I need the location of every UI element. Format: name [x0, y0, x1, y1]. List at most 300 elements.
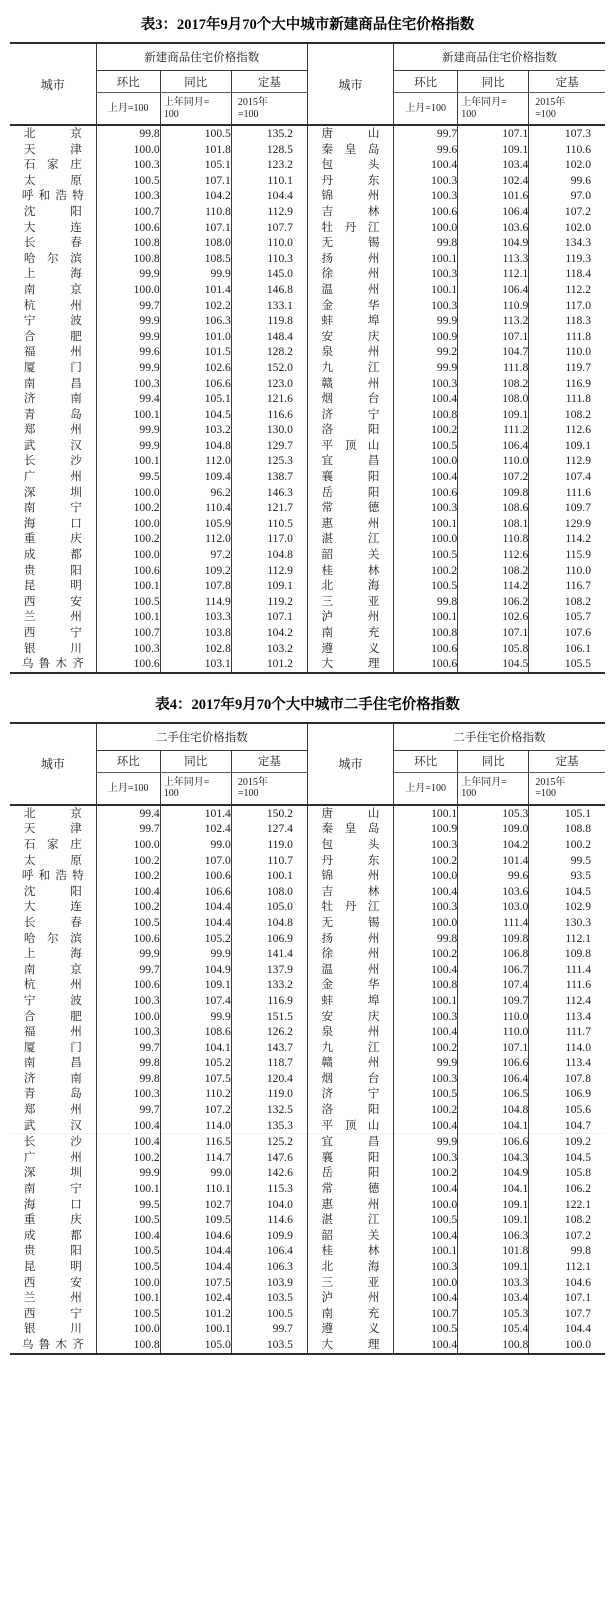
- t4-yoy-right-6: 103.0: [458, 899, 529, 915]
- t4-mom-left-34: 100.8: [96, 1337, 160, 1354]
- t3-mom-left-14: 99.6: [96, 344, 160, 360]
- t4-yoy-left-21: 116.5: [160, 1134, 231, 1150]
- t3-mom-left-24: 100.2: [96, 500, 160, 516]
- t4-mom-right-10: 100.4: [394, 962, 458, 978]
- t3-base-left-33: 103.2: [231, 641, 307, 657]
- t3-yoy-right-22: 107.2: [458, 469, 529, 485]
- t3-city-right-5: 吉林: [321, 204, 380, 218]
- t3-header-city-left: 城市: [10, 43, 96, 125]
- t3-yoy-left-31: 103.3: [160, 609, 231, 625]
- t3-city-right-4: 锦州: [321, 189, 380, 203]
- t4-base-left-10: 137.9: [231, 962, 307, 978]
- t4-city-right-9: 徐州: [321, 947, 380, 961]
- t3-yoy-left-17: 105.1: [160, 391, 231, 407]
- t4-base-left-31: 103.5: [231, 1290, 307, 1306]
- t3-header-note3-right: 2015年 =100: [529, 93, 605, 126]
- table-row: [10, 344, 605, 360]
- t4-yoy-left-33: 100.1: [160, 1321, 231, 1337]
- t3-base-left-4: 104.4: [231, 188, 307, 204]
- t3-yoy-right-34: 104.5: [458, 656, 529, 673]
- t4-base-right-16: 113.4: [529, 1055, 605, 1071]
- t4-mom-left-12: 100.3: [96, 993, 160, 1009]
- t3-city-right-3: 丹东: [321, 173, 380, 187]
- t3-yoy-left-13: 101.0: [160, 329, 231, 345]
- t4-mom-left-11: 100.6: [96, 977, 160, 993]
- t4-yoy-right-31: 103.4: [458, 1290, 529, 1306]
- t3-base-left-14: 128.2: [231, 344, 307, 360]
- t4-city-left-12: 宁波: [23, 993, 82, 1007]
- table-row: [10, 188, 605, 204]
- table-row: [10, 485, 605, 501]
- table-row: [10, 1040, 605, 1056]
- t3-base-right-19: 112.6: [529, 422, 605, 438]
- t4-city-right-13: 安庆: [321, 1009, 380, 1023]
- t3-city-right-8: 扬州: [321, 251, 380, 265]
- t3-city-right-12: 蚌埠: [321, 314, 380, 328]
- t3-city-right-1: 秦皇岛: [321, 142, 380, 156]
- t3-mom-left-21: 100.1: [96, 453, 160, 469]
- t3-city-left-1: 天津: [23, 142, 82, 156]
- t4-yoy-right-30: 103.3: [458, 1275, 529, 1291]
- t4-mom-left-29: 100.5: [96, 1259, 160, 1275]
- table-row: [10, 641, 605, 657]
- t4-mom-right-11: 100.8: [394, 977, 458, 993]
- t3-base-left-30: 119.2: [231, 594, 307, 610]
- t4-mom-right-27: 100.4: [394, 1228, 458, 1244]
- t4-mom-left-25: 99.5: [96, 1197, 160, 1213]
- t4-base-left-19: 132.5: [231, 1102, 307, 1118]
- t4-city-left-16: 南昌: [23, 1056, 82, 1070]
- t3-city-right-24: 常德: [321, 501, 380, 515]
- t3-mom-left-30: 100.5: [96, 594, 160, 610]
- t3-city-right-10: 温州: [321, 282, 380, 296]
- t4-city-left-27: 成都: [23, 1228, 82, 1242]
- t4-base-right-31: 107.1: [529, 1290, 605, 1306]
- t4-city-left-15: 厦门: [23, 1040, 82, 1054]
- t4-city-left-6: 大连: [23, 900, 82, 914]
- t3-base-right-34: 105.5: [529, 656, 605, 673]
- t3-mom-left-20: 99.9: [96, 438, 160, 454]
- t3-header-row-group: [10, 43, 605, 71]
- t3-base-left-15: 152.0: [231, 360, 307, 376]
- t3-city-right-16: 赣州: [321, 376, 380, 390]
- t3-base-left-25: 110.5: [231, 516, 307, 532]
- table-row: [10, 1228, 605, 1244]
- table4: [10, 722, 605, 1355]
- t3-header-group-right: 新建商品住宅价格指数: [394, 43, 605, 71]
- table-row: [10, 1290, 605, 1306]
- t3-yoy-right-30: 106.2: [458, 594, 529, 610]
- t3-city-right-2: 包头: [321, 158, 380, 172]
- t3-base-left-0: 135.2: [231, 125, 307, 142]
- t4-city-right-4: 锦州: [321, 869, 380, 883]
- t4-mom-right-20: 100.4: [394, 1118, 458, 1134]
- t4-header-row-group: [10, 723, 605, 751]
- t3-city-left-16: 南昌: [23, 376, 82, 390]
- t3-base-left-19: 130.0: [231, 422, 307, 438]
- t4-base-right-14: 111.7: [529, 1024, 605, 1040]
- t3-mom-right-30: 99.8: [394, 594, 458, 610]
- t4-city-right-25: 惠州: [321, 1197, 380, 1211]
- t4-base-right-23: 105.8: [529, 1165, 605, 1181]
- t4-mom-left-22: 100.2: [96, 1150, 160, 1166]
- t4-base-right-18: 106.9: [529, 1086, 605, 1102]
- t3-base-right-16: 116.9: [529, 376, 605, 392]
- t4-yoy-right-3: 101.4: [458, 853, 529, 869]
- table-row: [10, 1181, 605, 1197]
- t4-mom-right-9: 100.2: [394, 946, 458, 962]
- t3-city-left-8: 哈尔滨: [23, 251, 82, 265]
- t4-city-left-18: 青岛: [23, 1087, 82, 1101]
- table-row: [10, 547, 605, 563]
- t4-header-group-right: 二手住宅价格指数: [394, 723, 605, 751]
- t4-base-right-2: 100.2: [529, 837, 605, 853]
- t4-base-left-4: 100.1: [231, 868, 307, 884]
- t4-city-left-32: 西宁: [23, 1306, 82, 1320]
- t4-mom-left-3: 100.2: [96, 853, 160, 869]
- t3-city-left-29: 昆明: [23, 579, 82, 593]
- t3-base-left-24: 121.7: [231, 500, 307, 516]
- t3-mom-right-0: 99.7: [394, 125, 458, 142]
- t3-yoy-left-19: 103.2: [160, 422, 231, 438]
- t3-base-left-21: 125.3: [231, 453, 307, 469]
- t3-yoy-left-25: 105.9: [160, 516, 231, 532]
- t4-city-right-26: 湛江: [321, 1213, 380, 1227]
- t3-mom-right-32: 100.8: [394, 625, 458, 641]
- t4-base-left-9: 141.4: [231, 946, 307, 962]
- table-row: [10, 899, 605, 915]
- t4-mom-right-5: 100.4: [394, 884, 458, 900]
- t3-base-right-23: 111.6: [529, 485, 605, 501]
- t4-yoy-right-28: 101.8: [458, 1243, 529, 1259]
- t3-mom-right-2: 100.4: [394, 157, 458, 173]
- t4-base-left-7: 104.8: [231, 915, 307, 931]
- t4-mom-right-21: 99.9: [394, 1134, 458, 1150]
- t4-city-left-31: 兰州: [23, 1291, 82, 1305]
- t3-yoy-right-12: 113.2: [458, 313, 529, 329]
- t4-base-left-11: 133.2: [231, 977, 307, 993]
- t3-city-left-17: 济南: [23, 392, 82, 406]
- table-row: [10, 1071, 605, 1087]
- t4-yoy-right-23: 104.9: [458, 1165, 529, 1181]
- t3-city-right-9: 徐州: [321, 267, 380, 281]
- t4-city-left-26: 重庆: [23, 1213, 82, 1227]
- t3-base-right-0: 107.3: [529, 125, 605, 142]
- table-row: [10, 1009, 605, 1025]
- t4-city-right-32: 南充: [321, 1306, 380, 1320]
- t3-mom-right-10: 100.1: [394, 282, 458, 298]
- t4-base-left-28: 106.4: [231, 1243, 307, 1259]
- t4-base-right-27: 107.2: [529, 1228, 605, 1244]
- t3-mom-left-19: 99.9: [96, 422, 160, 438]
- t3-mom-left-31: 100.1: [96, 609, 160, 625]
- t3-mom-right-7: 99.8: [394, 235, 458, 251]
- t3-base-left-9: 145.0: [231, 266, 307, 282]
- t3-yoy-left-12: 106.3: [160, 313, 231, 329]
- t3-base-right-11: 117.0: [529, 298, 605, 314]
- t4-yoy-left-30: 107.5: [160, 1275, 231, 1291]
- t3-base-right-31: 105.7: [529, 609, 605, 625]
- t3-city-left-14: 福州: [23, 345, 82, 359]
- t4-city-right-17: 烟台: [321, 1071, 380, 1085]
- table-row: [10, 946, 605, 962]
- t4-base-right-6: 102.9: [529, 899, 605, 915]
- t3-yoy-right-27: 112.6: [458, 547, 529, 563]
- table-row: [10, 282, 605, 298]
- t4-yoy-right-1: 109.0: [458, 821, 529, 837]
- table-row: [10, 453, 605, 469]
- t3-mom-left-33: 100.3: [96, 641, 160, 657]
- t4-city-right-14: 泉州: [321, 1025, 380, 1039]
- t4-city-left-30: 西安: [23, 1275, 82, 1289]
- t4-mom-left-23: 99.9: [96, 1165, 160, 1181]
- t3-city-left-3: 太原: [23, 173, 82, 187]
- t4-city-right-18: 济宁: [321, 1087, 380, 1101]
- table-row: [10, 1055, 605, 1071]
- table-row: [10, 1102, 605, 1118]
- t3-base-right-6: 102.0: [529, 220, 605, 236]
- t3-yoy-right-29: 114.2: [458, 578, 529, 594]
- t3-mom-left-28: 100.6: [96, 563, 160, 579]
- t3-mom-right-17: 100.4: [394, 391, 458, 407]
- t3-yoy-right-13: 107.1: [458, 329, 529, 345]
- t3-mom-right-5: 100.6: [394, 204, 458, 220]
- t4-mom-right-14: 100.4: [394, 1024, 458, 1040]
- t3-mom-right-22: 100.4: [394, 469, 458, 485]
- t3-mom-left-7: 100.8: [96, 235, 160, 251]
- t4-mom-left-2: 100.0: [96, 837, 160, 853]
- t3-yoy-right-1: 109.1: [458, 142, 529, 158]
- t3-city-right-30: 三亚: [321, 594, 380, 608]
- t4-yoy-left-24: 110.1: [160, 1181, 231, 1197]
- t3-mom-right-20: 100.5: [394, 438, 458, 454]
- table-row: [10, 173, 605, 189]
- t4-yoy-right-34: 100.8: [458, 1337, 529, 1354]
- t3-yoy-left-14: 101.5: [160, 344, 231, 360]
- t4-yoy-left-34: 105.0: [160, 1337, 231, 1354]
- t4-yoy-right-15: 107.1: [458, 1040, 529, 1056]
- t3-base-right-18: 108.2: [529, 407, 605, 423]
- t4-city-right-7: 无锡: [321, 915, 380, 929]
- table-row: [10, 1024, 605, 1040]
- t4-mom-left-26: 100.5: [96, 1212, 160, 1228]
- table-row: [10, 868, 605, 884]
- t4-base-left-21: 125.2: [231, 1134, 307, 1150]
- t3-yoy-left-9: 99.9: [160, 266, 231, 282]
- t3-city-right-26: 湛江: [321, 532, 380, 546]
- t4-yoy-left-10: 104.9: [160, 962, 231, 978]
- t4-base-right-17: 107.8: [529, 1071, 605, 1087]
- t3-yoy-left-32: 103.8: [160, 625, 231, 641]
- table-row: [10, 142, 605, 158]
- table-row: [10, 204, 605, 220]
- t4-base-left-15: 143.7: [231, 1040, 307, 1056]
- t3-header-sub-right-2: 定基: [529, 71, 605, 93]
- t3-city-right-19: 洛阳: [321, 423, 380, 437]
- t4-mom-right-22: 100.3: [394, 1150, 458, 1166]
- t4-mom-left-27: 100.4: [96, 1228, 160, 1244]
- t4-city-right-15: 九江: [321, 1040, 380, 1054]
- table-row: [10, 313, 605, 329]
- t4-yoy-right-27: 106.3: [458, 1228, 529, 1244]
- t3-base-right-12: 118.3: [529, 313, 605, 329]
- table-row: [10, 563, 605, 579]
- t4-mom-left-33: 100.0: [96, 1321, 160, 1337]
- t4-mom-right-3: 100.2: [394, 853, 458, 869]
- t4-header-sub-right-2: 定基: [529, 750, 605, 772]
- table-row: [10, 125, 605, 142]
- t3-base-left-12: 119.8: [231, 313, 307, 329]
- t3-city-left-11: 杭州: [23, 298, 82, 312]
- t4-base-left-3: 110.7: [231, 853, 307, 869]
- t3-city-right-34: 大理: [307, 656, 393, 673]
- t3-mom-left-23: 100.0: [96, 485, 160, 501]
- t3-header-sub-left-0: 环比: [96, 71, 160, 93]
- t3-base-right-13: 111.8: [529, 329, 605, 345]
- t3-city-left-32: 西宁: [23, 626, 82, 639]
- t4-base-right-3: 99.5: [529, 853, 605, 869]
- t4-header-note3-left: 2015年 =100: [231, 772, 307, 805]
- table-row: [10, 1321, 605, 1337]
- t3-city-right-25: 惠州: [321, 516, 380, 530]
- t3-city-right-14: 泉州: [321, 345, 380, 359]
- t3-city-right-18: 济宁: [321, 407, 380, 421]
- t3-city-right-11: 金华: [321, 298, 380, 312]
- t3-city-right-7: 无锡: [321, 236, 380, 250]
- t4-yoy-left-14: 108.6: [160, 1024, 231, 1040]
- t3-header-note1-right: 上月=100: [394, 93, 458, 126]
- t3-base-left-8: 110.3: [231, 251, 307, 267]
- t4-city-right-24: 常德: [321, 1182, 380, 1196]
- t4-yoy-right-16: 106.6: [458, 1055, 529, 1071]
- t4-city-left-7: 长春: [23, 915, 82, 929]
- t3-mom-right-34: 100.6: [394, 656, 458, 673]
- t3-yoy-right-26: 110.8: [458, 531, 529, 547]
- t4-city-left-19: 郑州: [23, 1103, 82, 1117]
- table-row: [10, 266, 605, 282]
- t3-mom-right-13: 100.9: [394, 329, 458, 345]
- t4-base-right-33: 104.4: [529, 1321, 605, 1337]
- table-row: [10, 1197, 605, 1213]
- t4-base-right-34: 100.0: [529, 1337, 605, 1354]
- t4-city-left-25: 海口: [23, 1197, 82, 1211]
- t3-city-right-17: 烟台: [321, 392, 380, 406]
- t3-base-right-2: 102.0: [529, 157, 605, 173]
- t4-base-right-26: 108.2: [529, 1212, 605, 1228]
- t3-yoy-right-3: 102.4: [458, 173, 529, 189]
- t4-header-sub-left-1: 同比: [160, 750, 231, 772]
- t3-city-right-13: 安庆: [321, 329, 380, 343]
- t3-city-right-6: 牡丹江: [321, 220, 380, 234]
- t4-city-right-34: 大理: [307, 1337, 393, 1354]
- t3-header-note2-right: 上年同月= 100: [458, 93, 529, 126]
- t4-mom-left-18: 100.3: [96, 1086, 160, 1102]
- table4-block: [0, 680, 615, 1361]
- t4-yoy-left-12: 107.4: [160, 993, 231, 1009]
- table-row: [10, 853, 605, 869]
- t3-mom-right-16: 100.3: [394, 376, 458, 392]
- t4-yoy-left-9: 99.9: [160, 946, 231, 962]
- t4-city-right-6: 牡丹江: [321, 900, 380, 914]
- t4-city-left-0: 北京: [10, 805, 96, 822]
- t4-base-left-2: 119.0: [231, 837, 307, 853]
- t3-yoy-right-23: 109.8: [458, 485, 529, 501]
- t3-yoy-left-23: 96.2: [160, 485, 231, 501]
- t4-city-left-23: 深圳: [23, 1166, 82, 1180]
- t3-yoy-right-6: 103.6: [458, 220, 529, 236]
- t3-mom-left-4: 100.3: [96, 188, 160, 204]
- t3-base-left-10: 146.8: [231, 282, 307, 298]
- t4-base-left-17: 120.4: [231, 1071, 307, 1087]
- t3-city-left-34: 乌鲁木齐: [10, 656, 96, 673]
- t4-yoy-left-23: 99.0: [160, 1165, 231, 1181]
- t3-city-left-28: 贵阳: [23, 563, 82, 577]
- t3-mom-left-22: 99.5: [96, 469, 160, 485]
- table4-title: 表4：2017年9月70个大中城市二手住宅价格指数: [155, 696, 460, 713]
- t3-base-right-27: 115.9: [529, 547, 605, 563]
- t3-mom-left-29: 100.1: [96, 578, 160, 594]
- t3-base-left-28: 112.9: [231, 563, 307, 579]
- t4-base-left-29: 106.3: [231, 1259, 307, 1275]
- t4-city-left-2: 石家庄: [23, 837, 82, 851]
- table-row: [10, 805, 605, 822]
- t4-base-right-4: 93.5: [529, 868, 605, 884]
- t3-yoy-right-20: 106.4: [458, 438, 529, 454]
- t3-mom-right-19: 100.2: [394, 422, 458, 438]
- t3-mom-left-0: 99.8: [96, 125, 160, 142]
- t4-yoy-left-13: 99.9: [160, 1009, 231, 1025]
- t3-mom-left-5: 100.7: [96, 204, 160, 220]
- table-row: [10, 1118, 605, 1134]
- t4-yoy-right-25: 109.1: [458, 1197, 529, 1213]
- t4-base-right-25: 122.1: [529, 1197, 605, 1213]
- t4-city-left-3: 太原: [23, 853, 82, 867]
- t3-base-right-1: 110.6: [529, 142, 605, 158]
- t3-mom-right-12: 99.9: [394, 313, 458, 329]
- t4-mom-left-4: 100.2: [96, 868, 160, 884]
- t4-header-note2-left: 上年同月= 100: [160, 772, 231, 805]
- t4-base-left-13: 151.5: [231, 1009, 307, 1025]
- t3-mom-right-26: 100.0: [394, 531, 458, 547]
- t3-header-sub-right-1: 同比: [458, 71, 529, 93]
- t3-base-right-21: 112.9: [529, 453, 605, 469]
- table-row: [10, 220, 605, 236]
- t4-yoy-left-31: 102.4: [160, 1290, 231, 1306]
- t4-mom-right-26: 100.5: [394, 1212, 458, 1228]
- t4-mom-left-5: 100.4: [96, 884, 160, 900]
- t3-city-left-2: 石家庄: [23, 158, 82, 172]
- t4-yoy-right-11: 107.4: [458, 977, 529, 993]
- t4-mom-right-24: 100.4: [394, 1181, 458, 1197]
- t3-mom-right-31: 100.1: [394, 609, 458, 625]
- t3-base-right-20: 109.1: [529, 438, 605, 454]
- t3-base-left-27: 104.8: [231, 547, 307, 563]
- t4-city-right-5: 吉林: [321, 884, 380, 898]
- t3-yoy-right-32: 107.1: [458, 625, 529, 641]
- t4-mom-right-32: 100.7: [394, 1306, 458, 1322]
- t3-base-left-3: 110.1: [231, 173, 307, 189]
- t4-city-left-9: 上海: [23, 947, 82, 961]
- t3-mom-left-6: 100.6: [96, 220, 160, 236]
- t3-yoy-left-18: 104.5: [160, 407, 231, 423]
- t4-base-right-28: 99.8: [529, 1243, 605, 1259]
- t4-yoy-right-24: 104.1: [458, 1181, 529, 1197]
- t4-base-left-32: 100.5: [231, 1306, 307, 1322]
- t4-base-right-9: 109.8: [529, 946, 605, 962]
- t3-yoy-right-31: 102.6: [458, 609, 529, 625]
- t4-city-left-10: 南京: [23, 962, 82, 976]
- t3-yoy-right-24: 108.6: [458, 500, 529, 516]
